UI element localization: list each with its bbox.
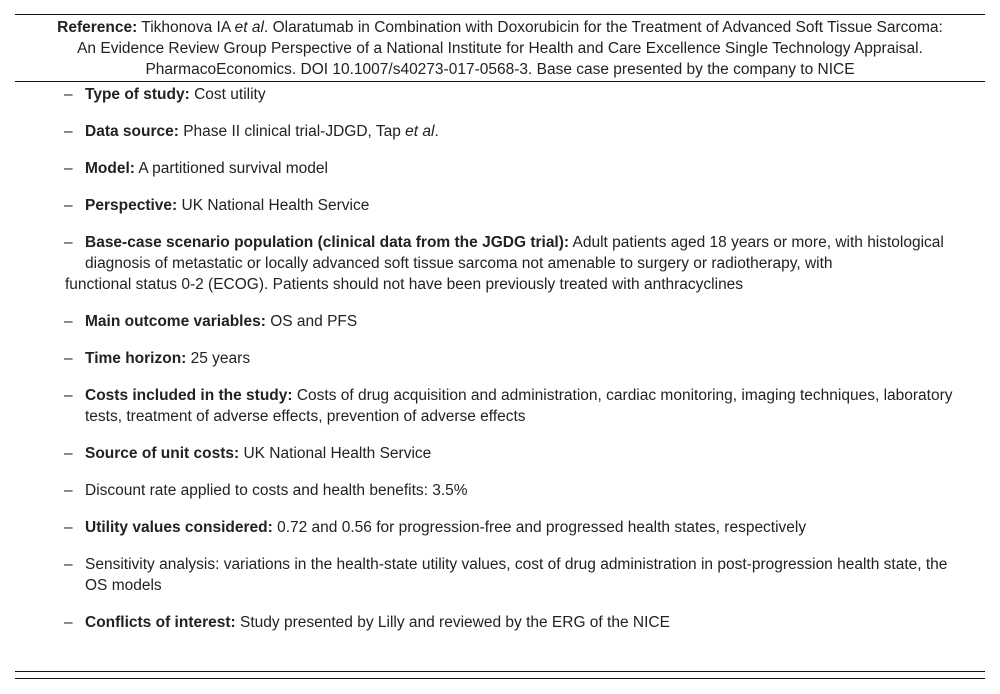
item-etal: et al	[405, 123, 435, 140]
header-bottom-rule	[15, 81, 985, 82]
item-text: UK National Health Service	[177, 197, 370, 214]
item-text: Discount rate applied to costs and health benefits: 3.5%	[85, 482, 468, 499]
dash-bullet: –	[64, 123, 73, 140]
list-item-model	[0, 158, 1000, 179]
item-text: Study presented by Lilly and reviewed by the ERG of the NICE	[235, 614, 670, 631]
dash-bullet: –	[64, 234, 73, 251]
reference-header	[15, 17, 985, 80]
list-item-perspective	[0, 195, 1000, 216]
reference-author: Tikhonova IA	[141, 19, 235, 36]
item-label: Main outcome variables:	[85, 313, 266, 330]
item-text: 25 years	[186, 350, 251, 367]
item-text: Costs of drug acquisition and administration, cardiac monitoring, imaging techniques, laboratory tests, treatment of adverse effects, prevention of adverse effects	[85, 387, 953, 425]
item-label: Utility values considered:	[85, 519, 273, 536]
item-end: .	[434, 123, 439, 140]
list-item-sensitivity	[0, 554, 1000, 596]
list-item-utility	[0, 517, 1000, 538]
item-text: UK National Health Service	[239, 445, 432, 462]
dash-bullet: –	[64, 556, 73, 573]
item-text: Phase II clinical trial-JDGD, Tap	[178, 123, 406, 140]
item-text: Cost utility	[189, 86, 266, 103]
dash-bullet: –	[64, 160, 73, 177]
bottom-rule-1	[15, 671, 985, 672]
study-details-list	[0, 84, 1000, 649]
list-item-discount-rate	[0, 480, 1000, 501]
list-item-conflicts	[0, 612, 1000, 633]
item-text: Sensitivity analysis: variations in the health-state utility values, cost of drug administration in post-progression health state, the OS models	[85, 556, 948, 594]
item-label: Model:	[85, 160, 135, 177]
reference-etal: et al	[234, 19, 264, 36]
reference-label: Reference:	[57, 19, 138, 36]
reference-title-part1: . Olaratumab in Combination with Doxorubicin for the Treatment of Advanced Soft Tissue Sarcoma:	[263, 19, 943, 36]
item-label: Costs included in the study:	[85, 387, 293, 404]
dash-bullet: –	[64, 313, 73, 330]
dash-bullet: –	[64, 197, 73, 214]
dash-bullet: –	[64, 387, 73, 404]
reference-line-3: PharmacoEconomics. DOI 10.1007/s40273-017-0568-3. Base case presented by the company to NICE	[145, 61, 855, 78]
dash-bullet: –	[64, 350, 73, 367]
list-item-unit-costs	[0, 443, 1000, 464]
list-item-time-horizon	[0, 348, 1000, 369]
list-item-data-source	[0, 121, 1000, 142]
list-item-population	[0, 232, 1000, 295]
item-label: Type of study:	[85, 86, 190, 103]
item-label: Time horizon:	[85, 350, 187, 367]
item-label: Source of unit costs:	[85, 445, 240, 462]
item-label: Conflicts of interest:	[85, 614, 236, 631]
dash-bullet: –	[64, 86, 73, 103]
item-text: A partitioned survival model	[134, 160, 328, 177]
dash-bullet: –	[64, 614, 73, 631]
top-rule	[15, 14, 985, 15]
list-item-costs	[0, 385, 1000, 427]
dash-bullet: –	[64, 519, 73, 536]
list-item-outcomes	[0, 311, 1000, 332]
item-text-continued: functional status 0-2 (ECOG). Patients should not have been previously treated with anthracyclines	[65, 276, 744, 293]
reference-line-2: An Evidence Review Group Perspective of a National Institute for Health and Care Excellence Single Technology Appraisal.	[77, 40, 923, 57]
item-text: OS and PFS	[265, 313, 358, 330]
list-item-study-type	[0, 84, 1000, 105]
bottom-rule-2	[15, 678, 985, 679]
item-label: Perspective:	[85, 197, 178, 214]
item-text: 0.72 and 0.56 for progression-free and progressed health states, respectively	[272, 519, 807, 536]
dash-bullet: –	[64, 445, 73, 462]
item-label: Data source:	[85, 123, 179, 140]
dash-bullet: –	[64, 482, 73, 499]
item-text: Adult patients aged 18 years or more, with histological diagnosis of metastatic or locally advanced soft tissue sarcoma not amenable to surgery or radiotherapy, with	[85, 234, 944, 272]
item-label: Base-case scenario population (clinical data from the JGDG trial):	[85, 234, 570, 251]
reference-line-1	[15, 17, 985, 38]
